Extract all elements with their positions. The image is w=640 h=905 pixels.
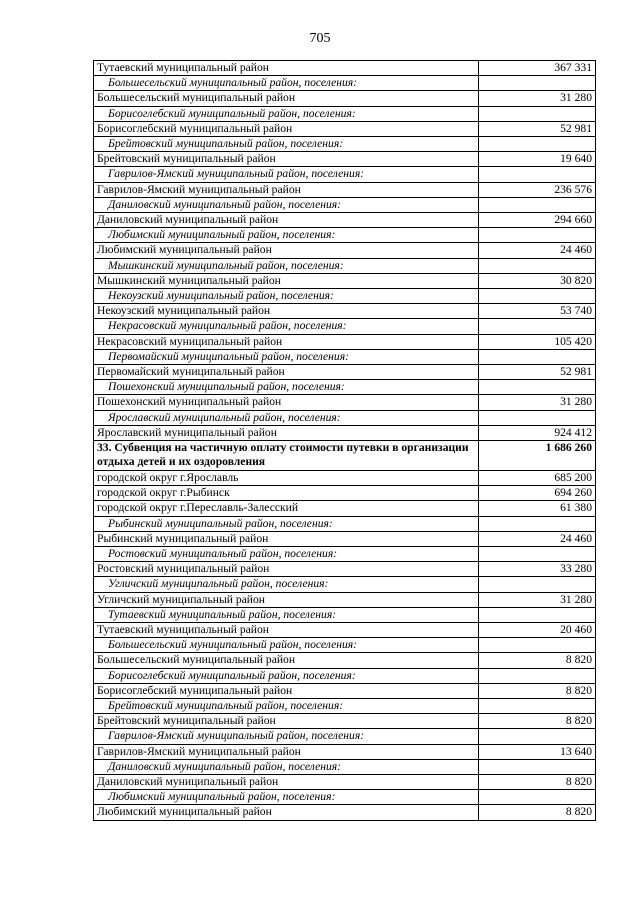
amount-cell: [479, 349, 596, 364]
subheading-row: [94, 349, 596, 364]
district-name: Первомайский муниципальный район: [94, 365, 479, 380]
subheading-row: [94, 137, 596, 152]
district-name: Даниловский муниципальный район: [94, 774, 479, 789]
table-row: [94, 152, 596, 167]
district-name: Любимский муниципальный район: [94, 805, 479, 820]
district-subheading: Гаврилов-Ямский муниципальный район, поселения:: [94, 167, 479, 182]
amount-cell: 33 280: [479, 562, 596, 577]
subheading-row: [94, 698, 596, 713]
table-row: [94, 304, 596, 319]
table-row: [94, 622, 596, 637]
subheading-row: [94, 668, 596, 683]
district-subheading: Угличский муниципальный район, поселения:: [94, 577, 479, 592]
amount-cell: [479, 668, 596, 683]
district-subheading: Большесельский муниципальный район, поселения:: [94, 638, 479, 653]
district-subheading: Тутаевский муниципальный район, поселения:: [94, 607, 479, 622]
amount-cell: 924 412: [479, 425, 596, 440]
district-subheading: Даниловский муниципальный район, поселения:: [94, 759, 479, 774]
subheading-row: [94, 258, 596, 273]
district-name: Угличский муниципальный район: [94, 592, 479, 607]
table-row: [94, 653, 596, 668]
district-name: Большесельский муниципальный район: [94, 91, 479, 106]
district-name: городской округ г.Переславль-Залесский: [94, 501, 479, 516]
district-name: Пошехонский муниципальный район: [94, 395, 479, 410]
amount-cell: 52 981: [479, 121, 596, 136]
district-name: Брейтовский муниципальный район: [94, 152, 479, 167]
subheading-row: [94, 228, 596, 243]
amount-cell: [479, 759, 596, 774]
district-name: Некрасовский муниципальный район: [94, 334, 479, 349]
table-row: [94, 365, 596, 380]
subheading-row: [94, 380, 596, 395]
amount-cell: 24 460: [479, 243, 596, 258]
district-subheading: Первомайский муниципальный район, поселения:: [94, 349, 479, 364]
district-subheading: Даниловский муниципальный район, поселения:: [94, 197, 479, 212]
subheading-row: [94, 607, 596, 622]
amount-cell: 236 576: [479, 182, 596, 197]
amount-cell: [479, 546, 596, 561]
district-subheading: Ростовский муниципальный район, поселения:: [94, 546, 479, 561]
district-subheading: Мышкинский муниципальный район, поселения:: [94, 258, 479, 273]
subheading-row: [94, 319, 596, 334]
amount-cell: [479, 137, 596, 152]
district-name: Большесельский муниципальный район: [94, 653, 479, 668]
amount-cell: 8 820: [479, 805, 596, 820]
district-name: Ростовский муниципальный район: [94, 562, 479, 577]
table-row: [94, 121, 596, 136]
table-row: [94, 243, 596, 258]
district-subheading: Ярославский муниципальный район, поселения:: [94, 410, 479, 425]
table-row: [94, 182, 596, 197]
subheading-row: [94, 546, 596, 561]
amount-cell: 20 460: [479, 622, 596, 637]
table-row: [94, 61, 596, 76]
table-row: [94, 562, 596, 577]
district-subheading: Любимский муниципальный район, поселения:: [94, 228, 479, 243]
amount-cell: 53 740: [479, 304, 596, 319]
amount-cell: [479, 638, 596, 653]
subheading-row: [94, 410, 596, 425]
amount-cell: [479, 319, 596, 334]
district-subheading: Рыбинский муниципальный район, поселения:: [94, 516, 479, 531]
district-name: Ярославский муниципальный район: [94, 425, 479, 440]
subheading-row: [94, 289, 596, 304]
amount-cell: 8 820: [479, 653, 596, 668]
table-row: [94, 714, 596, 729]
table-row: [94, 334, 596, 349]
table-row: [94, 774, 596, 789]
table-row: [94, 486, 596, 501]
table-row: [94, 501, 596, 516]
amount-cell: [479, 790, 596, 805]
subheading-row: [94, 577, 596, 592]
subheading-row: [94, 759, 596, 774]
district-name: Тутаевский муниципальный район: [94, 61, 479, 76]
amount-cell: 685 200: [479, 470, 596, 485]
budget-table-body: [94, 61, 596, 821]
subheading-row: [94, 106, 596, 121]
amount-cell: [479, 698, 596, 713]
district-name: Борисоглебский муниципальный район: [94, 683, 479, 698]
amount-cell: 105 420: [479, 334, 596, 349]
amount-cell: 31 280: [479, 91, 596, 106]
district-subheading: Некоузский муниципальный район, поселения:: [94, 289, 479, 304]
budget-table: [93, 60, 596, 821]
district-name: Борисоглебский муниципальный район: [94, 121, 479, 136]
amount-cell: 19 640: [479, 152, 596, 167]
table-row: [94, 805, 596, 820]
amount-cell: [479, 289, 596, 304]
amount-cell: 30 820: [479, 273, 596, 288]
district-subheading: Брейтовский муниципальный район, поселения:: [94, 137, 479, 152]
subheading-row: [94, 76, 596, 91]
district-name: Некоузский муниципальный район: [94, 304, 479, 319]
table-row: [94, 273, 596, 288]
amount-cell: 8 820: [479, 683, 596, 698]
subheading-row: [94, 167, 596, 182]
district-name: Даниловский муниципальный район: [94, 213, 479, 228]
subheading-row: [94, 638, 596, 653]
amount-cell: 294 660: [479, 213, 596, 228]
section-row: [94, 441, 596, 471]
amount-cell: 367 331: [479, 61, 596, 76]
page-number: 705: [309, 31, 331, 46]
amount-cell: 8 820: [479, 774, 596, 789]
subheading-row: [94, 197, 596, 212]
subheading-row: [94, 729, 596, 744]
district-subheading: Большесельский муниципальный район, поселения:: [94, 76, 479, 91]
amount-cell: [479, 380, 596, 395]
table-row: [94, 470, 596, 485]
district-name: Гаврилов-Ямский муниципальный район: [94, 182, 479, 197]
district-subheading: Борисоглебский муниципальный район, поселения:: [94, 668, 479, 683]
amount-cell: [479, 76, 596, 91]
table-row: [94, 744, 596, 759]
district-name: городской округ г.Рыбинск: [94, 486, 479, 501]
amount-cell: [479, 258, 596, 273]
district-name: городской округ г.Ярославль: [94, 470, 479, 485]
amount-cell: [479, 197, 596, 212]
amount-cell: [479, 106, 596, 121]
amount-cell: 694 260: [479, 486, 596, 501]
district-name: Гаврилов-Ямский муниципальный район: [94, 744, 479, 759]
district-subheading: Пошехонский муниципальный район, поселения:: [94, 380, 479, 395]
district-name: Тутаевский муниципальный район: [94, 622, 479, 637]
district-name: Брейтовский муниципальный район: [94, 714, 479, 729]
amount-cell: 31 280: [479, 592, 596, 607]
table-row: [94, 683, 596, 698]
subheading-row: [94, 790, 596, 805]
district-subheading: Борисоглебский муниципальный район, поселения:: [94, 106, 479, 121]
amount-cell: [479, 228, 596, 243]
amount-cell: 61 380: [479, 501, 596, 516]
district-subheading: Любимский муниципальный район, поселения:: [94, 790, 479, 805]
table-row: [94, 531, 596, 546]
district-name: Любимский муниципальный район: [94, 243, 479, 258]
district-subheading: Некрасовский муниципальный район, поселения:: [94, 319, 479, 334]
district-subheading: Гаврилов-Ямский муниципальный район, поселения:: [94, 729, 479, 744]
amount-cell: [479, 607, 596, 622]
table-row: [94, 91, 596, 106]
amount-cell: 13 640: [479, 744, 596, 759]
section-total: 1 686 260: [479, 441, 596, 471]
district-subheading: Брейтовский муниципальный район, поселения:: [94, 698, 479, 713]
district-name: Мышкинский муниципальный район: [94, 273, 479, 288]
table-row: [94, 395, 596, 410]
amount-cell: [479, 729, 596, 744]
amount-cell: [479, 167, 596, 182]
subheading-row: [94, 516, 596, 531]
amount-cell: [479, 577, 596, 592]
amount-cell: 24 460: [479, 531, 596, 546]
table-row: [94, 592, 596, 607]
table-row: [94, 213, 596, 228]
amount-cell: [479, 516, 596, 531]
amount-cell: 8 820: [479, 714, 596, 729]
section-title: 33. Субвенция на частичную оплату стоимости путевки в организации отдыха детей и их оздоровления: [94, 441, 479, 471]
table-row: [94, 425, 596, 440]
amount-cell: [479, 410, 596, 425]
amount-cell: 31 280: [479, 395, 596, 410]
amount-cell: 52 981: [479, 365, 596, 380]
district-name: Рыбинский муниципальный район: [94, 531, 479, 546]
